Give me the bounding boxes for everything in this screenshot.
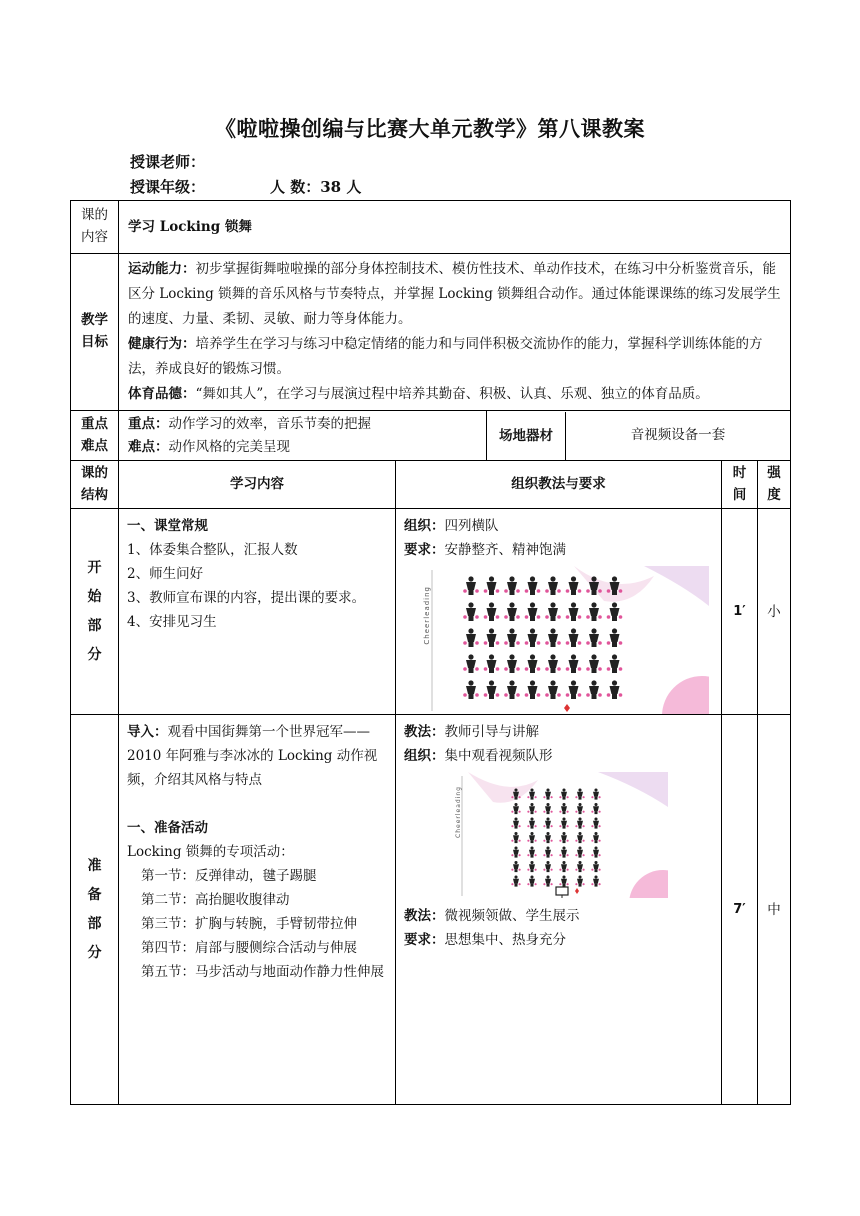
- students-grid-2: [511, 789, 600, 887]
- student-figure-icon: [543, 847, 552, 858]
- student-figure-icon: [566, 655, 582, 674]
- formation-diagram-video: [448, 772, 668, 898]
- student-figure-icon: [586, 629, 602, 648]
- student-figure-icon: [545, 629, 561, 648]
- grade-line: [130, 176, 362, 197]
- student-figure-icon: [525, 681, 541, 700]
- student-figure-icon: [525, 577, 541, 596]
- col-structure: 课的结构: [71, 461, 119, 509]
- lesson-plan-table: [70, 200, 791, 1105]
- key-points-header: 重点难点: [71, 411, 119, 461]
- venue-label: 场地器材: [487, 412, 566, 460]
- student-figure-icon: [566, 577, 582, 596]
- venue-cell: [487, 411, 791, 461]
- goals-content: [119, 254, 791, 411]
- grade-label: 授课年级：: [130, 178, 206, 196]
- section-start-content: 一、课堂常规 1、体委集合整队，汇报人数 2、师生问好 3、教师宣布课的内容，提出课的要求。 4、安排见习生: [119, 509, 396, 715]
- student-figure-icon: [591, 803, 600, 814]
- student-figure-icon: [586, 655, 602, 674]
- student-figure-icon: [527, 847, 536, 858]
- page-title: 《啦啦操创编与比赛大单元教学》第八课教案: [215, 116, 645, 141]
- student-figure-icon: [543, 789, 552, 800]
- student-figure-icon: [511, 876, 520, 887]
- student-figure-icon: [511, 861, 520, 872]
- student-figure-icon: [575, 861, 584, 872]
- student-figure-icon: [511, 832, 520, 843]
- section-start-intensity: 小: [758, 509, 791, 715]
- student-figure-icon: [575, 789, 584, 800]
- student-figure-icon: [586, 603, 602, 622]
- formation-diagram-four-rows: [404, 566, 709, 714]
- student-figure-icon: [543, 803, 552, 814]
- student-figure-icon: [545, 603, 561, 622]
- student-figure-icon: [504, 577, 520, 596]
- student-figure-icon: [545, 655, 561, 674]
- student-figure-icon: [559, 818, 568, 829]
- student-figure-icon: [591, 876, 600, 887]
- col-time: 时间: [722, 461, 758, 509]
- col-method: 组织教法与要求: [396, 461, 722, 509]
- student-figure-icon: [504, 629, 520, 648]
- student-figure-icon: [586, 681, 602, 700]
- student-count: 人 数：38 人: [270, 178, 362, 196]
- student-figure-icon: [484, 655, 500, 674]
- student-figure-icon: [504, 655, 520, 674]
- student-figure-icon: [559, 832, 568, 843]
- student-figure-icon: [527, 803, 536, 814]
- student-figure-icon: [591, 818, 600, 829]
- section-prep-time: 7′: [722, 715, 758, 1105]
- student-figure-icon: [559, 803, 568, 814]
- student-figure-icon: [559, 789, 568, 800]
- student-figure-icon: [543, 818, 552, 829]
- student-figure-icon: [484, 603, 500, 622]
- student-figure-icon: [484, 681, 500, 700]
- decor-corner: [644, 566, 709, 606]
- goals-header: 教学目标: [71, 254, 119, 411]
- formation-graphic: [404, 566, 709, 714]
- col-intensity: 强度: [758, 461, 791, 509]
- student-figure-icon: [463, 629, 479, 648]
- cheerleading-label: Cheerleading: [423, 586, 431, 645]
- student-figure-icon: [463, 577, 479, 596]
- col-content: 学习内容: [119, 461, 396, 509]
- student-figure-icon: [504, 681, 520, 700]
- formation-graphic-2: [448, 772, 668, 898]
- student-figure-icon: [525, 603, 541, 622]
- section-start-name: 开始部分: [71, 509, 119, 715]
- content-value: 学习 Locking 锁舞: [119, 201, 791, 254]
- section-prep-intensity: 中: [758, 715, 791, 1105]
- student-figure-icon: [543, 832, 552, 843]
- student-figure-icon: [527, 876, 536, 887]
- student-figure-icon: [543, 861, 552, 872]
- student-figure-icon: [607, 603, 623, 622]
- key-points-row: [71, 411, 791, 461]
- cheerleading-label-2: Cheerleading: [455, 786, 462, 839]
- student-figure-icon: [559, 847, 568, 858]
- section-prep-content: 导入：观看中国街舞第一个世界冠军——2010 年阿雅与李冰冰的 Locking 动作视频，介绍其风格与特点 一、准备活动 Locking 锁舞的专项活动： 第一节：反弹律动，毽子踢腿 第二节：高抬腿收腹律动 第三节：扩胸与转腕，手臂韧带拉伸 第四节：肩部与腰侧综合活动与伸展 第五节：马步活动与地面动作静力性伸展: [119, 715, 396, 1105]
- student-figure-icon: [511, 818, 520, 829]
- teacher-label: 授课老师：: [130, 153, 206, 171]
- goals-row: [71, 254, 791, 411]
- student-figure-icon: [463, 681, 479, 700]
- student-figure-icon: [591, 832, 600, 843]
- student-figure-icon: [575, 847, 584, 858]
- student-figure-icon: [545, 577, 561, 596]
- student-figure-icon: [607, 655, 623, 674]
- student-figure-icon: [545, 681, 561, 700]
- student-figure-icon: [504, 603, 520, 622]
- student-figure-icon: [607, 681, 623, 700]
- student-figure-icon: [591, 789, 600, 800]
- goal-health: 健康行为：培养学生在学习与练习中稳定情绪的能力和与同伴积极交流协作的能力，掌握科学训练体能的方法，养成良好的锻炼习惯。: [128, 336, 763, 377]
- student-figure-icon: [463, 655, 479, 674]
- screen-icon: [556, 887, 568, 898]
- content-header: 课的内容: [71, 201, 119, 254]
- student-figure-icon: [566, 603, 582, 622]
- section-start-method: 组织：四列横队 要求：安静整齐、精神饱满 Cheerleading: [396, 509, 722, 715]
- teacher-marker: [564, 704, 570, 712]
- student-figure-icon: [463, 603, 479, 622]
- student-figure-icon: [575, 832, 584, 843]
- student-figure-icon: [484, 577, 500, 596]
- student-figure-icon: [511, 803, 520, 814]
- content-row: [71, 201, 791, 254]
- section-prep-row: [71, 715, 791, 1105]
- section-prep-method: 教法：教师引导与讲解 组织：集中观看视频队形 Cheerleading 教法：微视频领做、学生展示 要求：思想集中、热身充分: [396, 715, 722, 1105]
- student-figure-icon: [575, 818, 584, 829]
- section-start-time: 1′: [722, 509, 758, 715]
- decor-circle: [662, 676, 709, 714]
- student-figure-icon: [566, 681, 582, 700]
- student-figure-icon: [591, 847, 600, 858]
- students-grid: [463, 577, 622, 700]
- key-points-content: 重点：动作学习的效率，音乐节奏的把握 难点：动作风格的完美呈现: [119, 411, 487, 461]
- student-figure-icon: [525, 629, 541, 648]
- student-figure-icon: [527, 832, 536, 843]
- section-start-row: [71, 509, 791, 715]
- student-figure-icon: [559, 876, 568, 887]
- student-figure-icon: [607, 629, 623, 648]
- column-header-row: [71, 461, 791, 509]
- student-figure-icon: [559, 861, 568, 872]
- student-figure-icon: [566, 629, 582, 648]
- goal-motor: 运动能力：初步掌握街舞啦啦操的部分身体控制技术、模仿性技术、单动作技术，在练习中分析鉴赏音乐，能区分 Locking 锁舞的音乐风格与节奏特点，并掌握 Locking 锁舞组合动作。通过体能课课练的练习发展学生的速度、力量、柔韧、灵敏、耐力等身体能力。: [128, 261, 781, 327]
- goal-ethics: 体育品德：“舞如其人”，在学习与展演过程中培养其勤奋、积极、认真、乐观、独立的体育品质。: [128, 386, 709, 402]
- section-prep-name: 准备部分: [71, 715, 119, 1105]
- student-figure-icon: [484, 629, 500, 648]
- student-figure-icon: [511, 847, 520, 858]
- student-figure-icon: [543, 876, 552, 887]
- venue-value: 音视频设备一套: [630, 427, 726, 444]
- student-figure-icon: [575, 876, 584, 887]
- student-figure-icon: [527, 818, 536, 829]
- student-figure-icon: [525, 655, 541, 674]
- student-figure-icon: [527, 861, 536, 872]
- student-figure-icon: [591, 861, 600, 872]
- student-figure-icon: [575, 803, 584, 814]
